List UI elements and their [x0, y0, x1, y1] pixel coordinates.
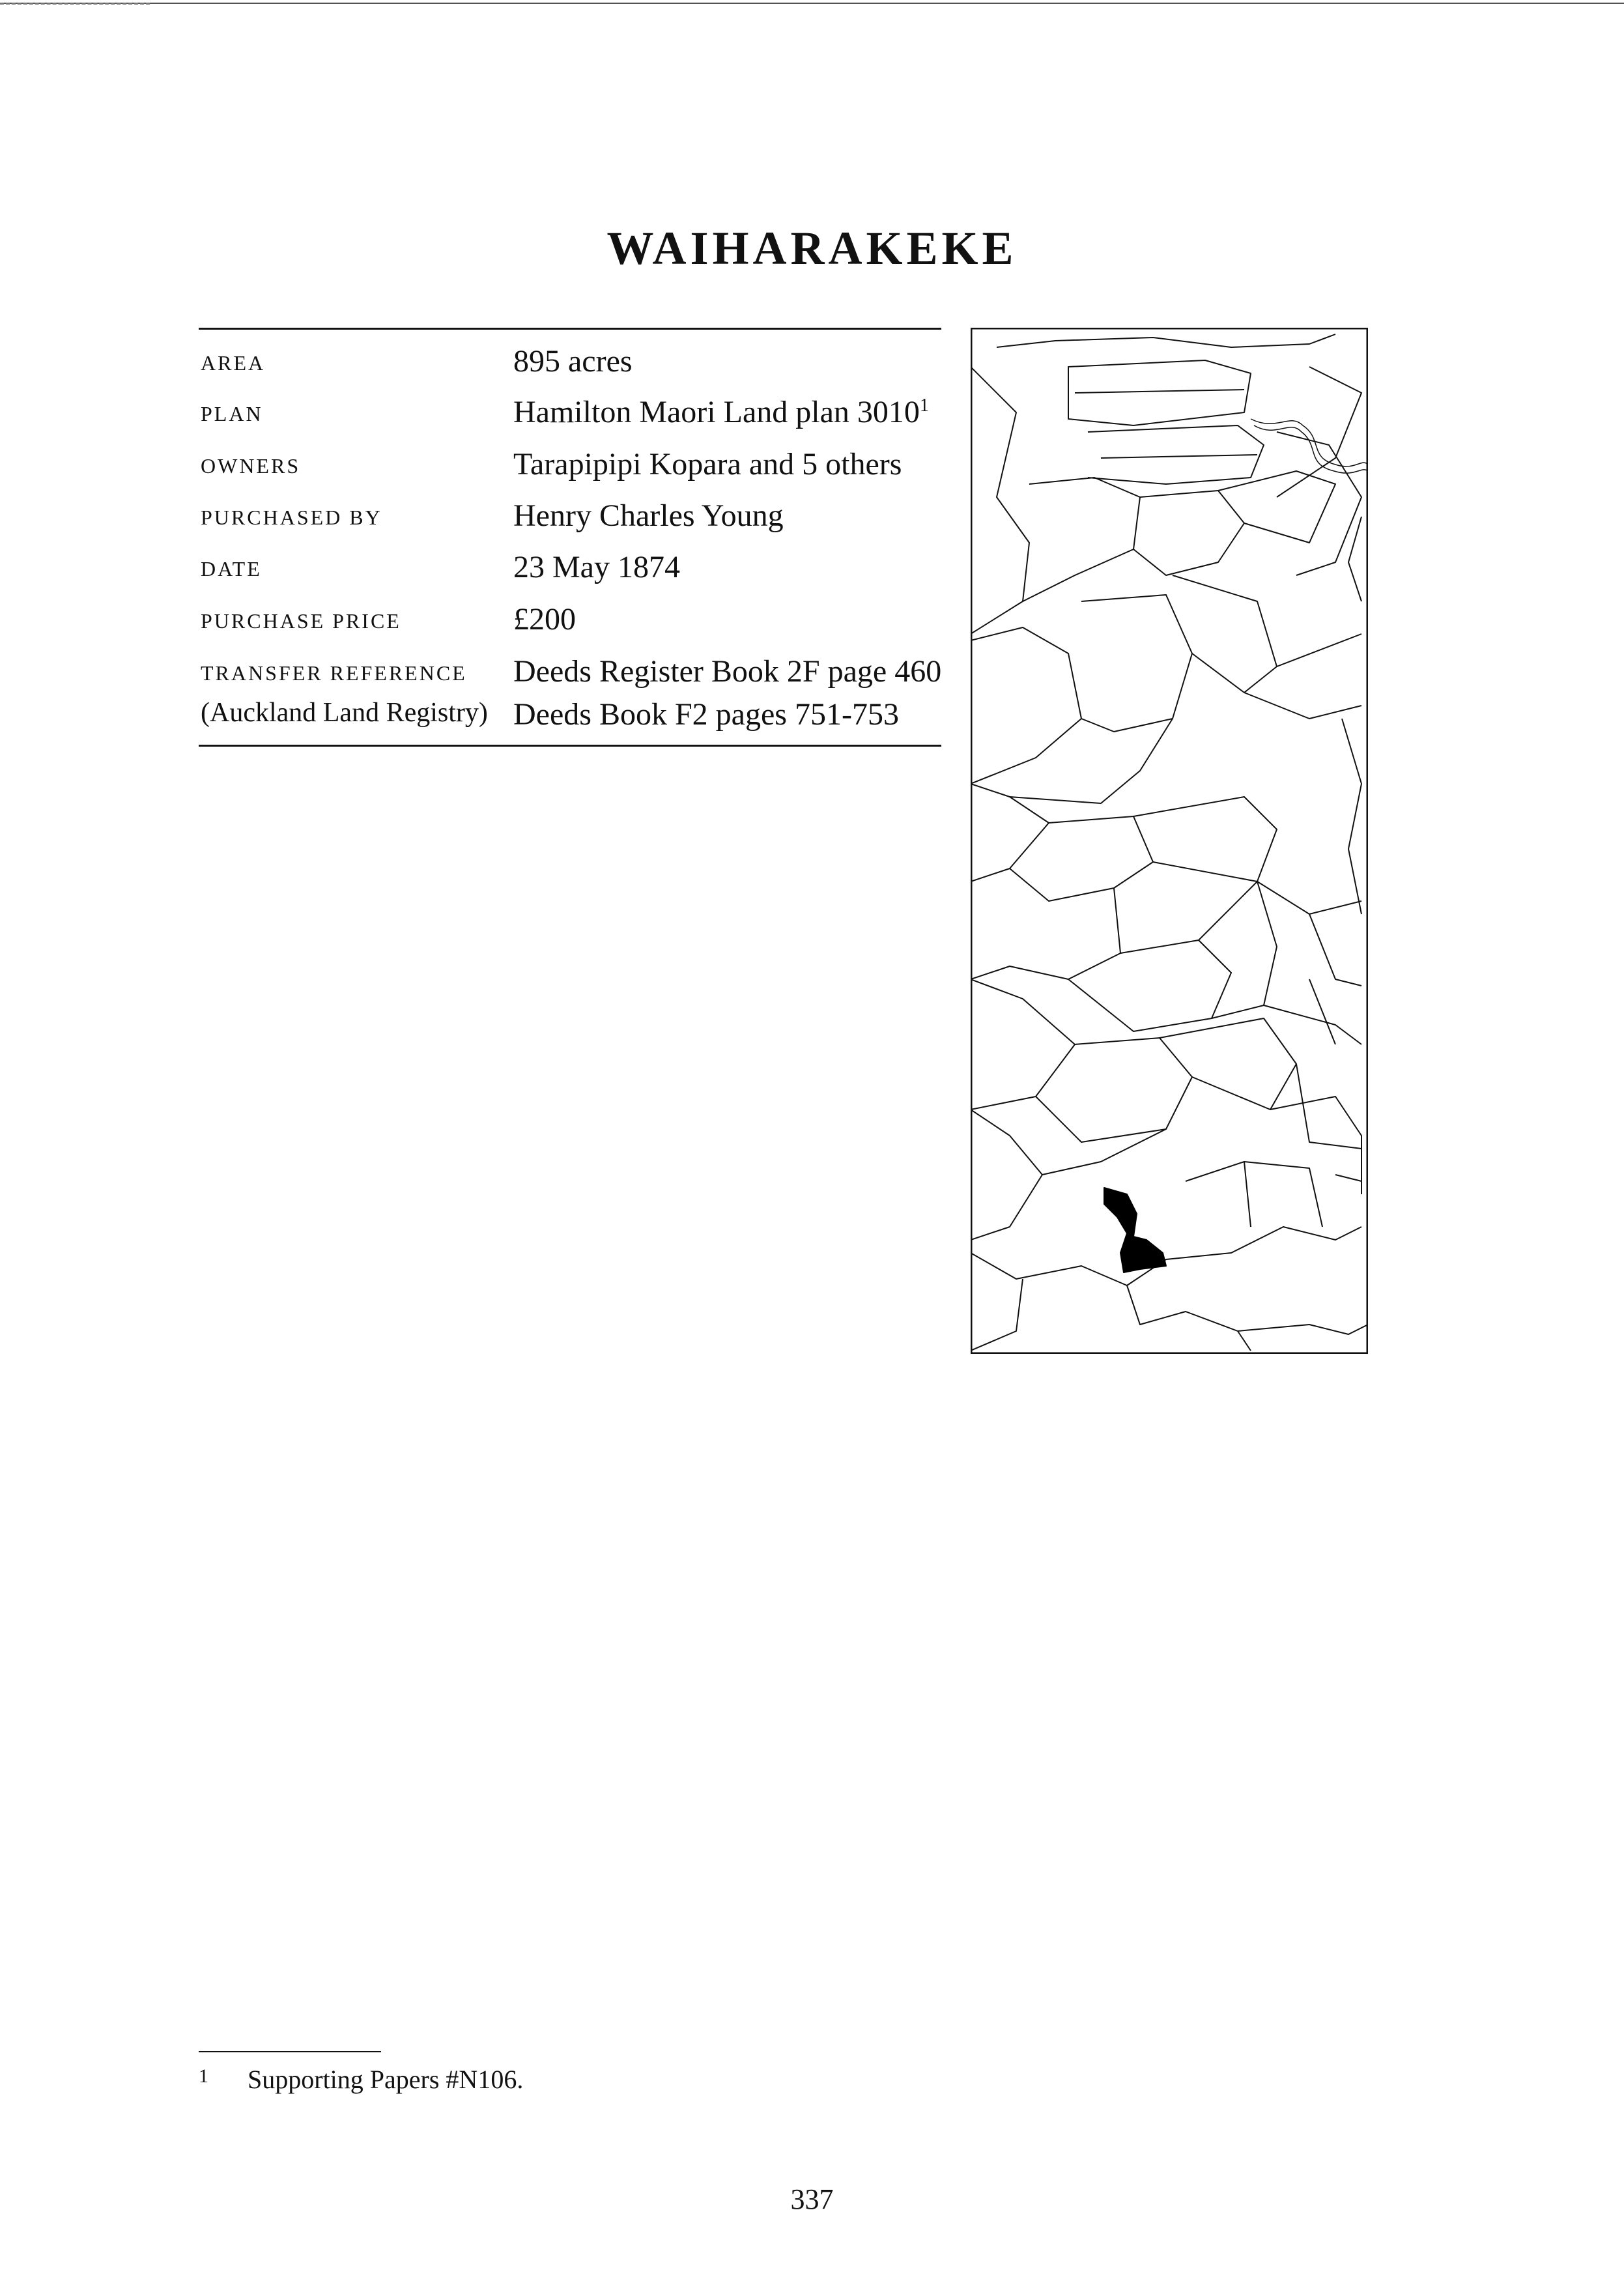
land-parcel-map	[971, 328, 1368, 1354]
row-auckland-land-registry	[201, 687, 943, 738]
row-purchase-price	[201, 592, 943, 642]
row-label: OWNERS	[201, 454, 301, 478]
row-label: (Auckland Land Registry)	[201, 698, 488, 728]
footnote-text: Supporting Papers #N106.	[248, 2065, 524, 2094]
table-bottom-rule	[199, 745, 941, 747]
footnote-rule	[199, 2051, 381, 2052]
row-value: Deeds Register Book 2F page 460	[513, 654, 942, 689]
parcel-boundaries	[971, 334, 1368, 1351]
row-purchased-by	[201, 488, 943, 539]
map-frame	[971, 328, 1367, 1353]
row-value: 23 May 1874	[513, 550, 680, 584]
row-label: AREA	[201, 351, 266, 375]
river	[1251, 419, 1368, 473]
footnote-number: 1	[199, 2065, 208, 2087]
page-title: WAIHARAKEKE	[606, 222, 1018, 274]
table-top-rule	[199, 328, 941, 330]
row-owners	[201, 437, 943, 487]
row-value-wrap	[513, 394, 929, 430]
row-label: PURCHASE PRICE	[201, 609, 401, 633]
row-value: Henry Charles Young	[513, 498, 784, 533]
row-label: TRANSFER REFERENCE	[201, 661, 467, 685]
row-label: DATE	[201, 557, 262, 581]
row-value: Tarapipipi Kopara and 5 others	[513, 447, 902, 481]
page-number: 337	[790, 2183, 834, 2215]
row-value: Deeds Book F2 pages 751-753	[513, 697, 899, 732]
row-value: 895 acres	[513, 344, 633, 379]
waiharakeke-parcel	[1104, 1188, 1166, 1272]
row-date	[201, 539, 943, 590]
scan-top-edge	[0, 3, 1624, 4]
row-label: PURCHASED BY	[201, 506, 382, 529]
row-plan	[201, 384, 943, 435]
row-label: PLAN	[201, 402, 263, 425]
row-area	[201, 334, 943, 384]
scan-top-edge-dash	[0, 3, 150, 5]
row-value: £200	[513, 602, 576, 637]
footnote-ref: 1	[919, 395, 929, 416]
row-value: Hamilton Maori Land plan 3010	[513, 395, 920, 429]
